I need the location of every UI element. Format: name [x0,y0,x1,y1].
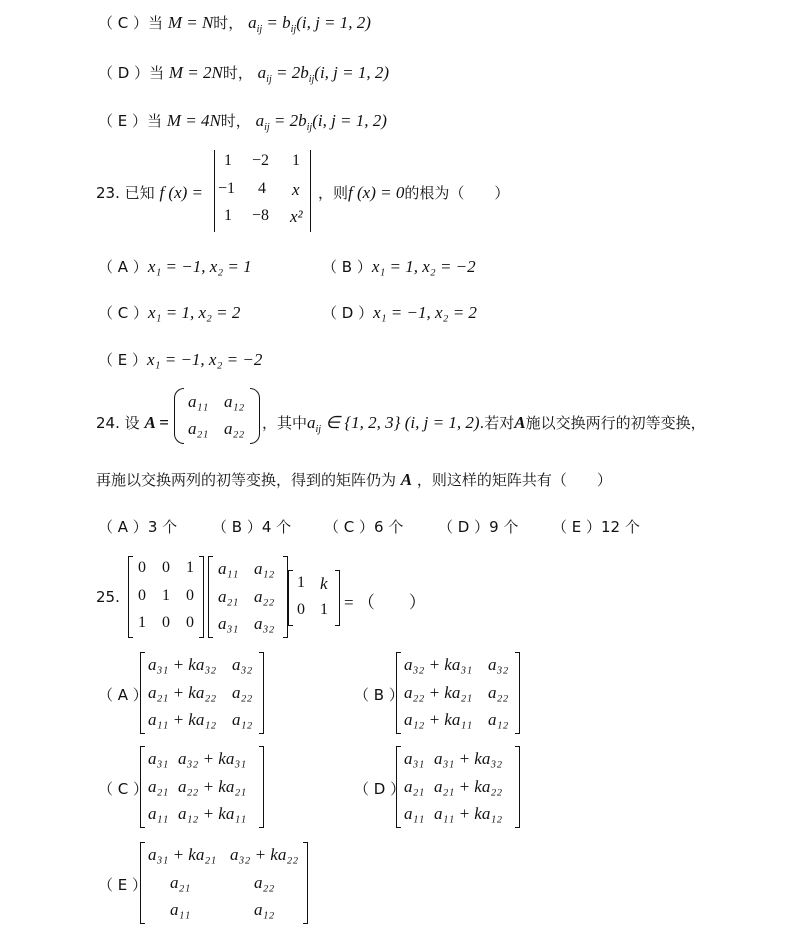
q25-matrix-1: 0 0 1 0 1 0 1 0 0 [128,556,204,638]
bracket-left [140,842,145,924]
paren-left [174,388,184,444]
q23-stem-start: 23. 已知 f (x) = [96,183,203,202]
q24-stem-start: 24. 设 A = [96,413,169,432]
q25-option-c-label: （ C ） [98,780,149,798]
det-left-bar [214,150,215,232]
q23-option-b: （ B ）x₁ = 1, x₂ = −2 [322,257,476,276]
q25-option-e-label: （ E ） [98,876,148,894]
bracket-left [140,652,145,734]
q24-option-a: （ A ）3 个 [98,518,178,536]
q23-determinant: 1 −2 1 −1 4 x 1 −8 x² [214,150,314,232]
q25-option-d-matrix: a₃₁ a₃₁ + ka₃₂ a₂₁ a₂₁ + ka₂₂ a₁₁ a₁₁ + ka₁₂ [396,746,520,828]
q23-option-d: （ D ）x₁ = −1, x₂ = 2 [322,303,477,322]
q22-option-e: （ E ）当 M = 4N时， $a_{ij} = 2b_{ij}(i$, j = 1, 2) [98,111,387,133]
q25-option-a-matrix: a₃₁ + ka₃₂ a₃₂ a₂₁ + ka₂₂ a₂₂ a₁₁ + ka₁₂ a₁₂ [140,652,264,734]
q22-option-d: （ D ）当 M = 2N时， $a_{ij} = 2b_{ij}(i$, j = 1, 2) [98,63,390,85]
q25-option-b-matrix: a₃₂ + ka₃₁ a₃₂ a₂₂ + ka₂₁ a₂₂ a₁₂ + ka₁₁ a₁₂ [396,652,520,734]
q24-stem-mid: ，其中$a_{ij}$ ∈ {1, 2, 3} (i, j = 1, 2).若对A施以交换两行的初等变换， [262,413,706,435]
q25-option-c-matrix: a₃₁ a₃₂ + ka₃₁ a₂₁ a₂₂ + ka₂₁ a₁₁ a₁₂ + ka₁₁ [140,746,264,828]
q25-equals-blank: = （ ） [344,593,426,612]
q24-matrix: a₁₁ a₁₂ a₂₁ a₂₂ [174,388,260,444]
q25-option-d-label: （ D ） [354,780,406,798]
q23-option-c: （ C ）x₁ = 1, x₂ = 2 [98,303,241,322]
q23-option-e: （ E ）x₁ = −1, x₂ = −2 [98,350,263,369]
bracket-right [515,652,520,734]
q25-option-b-label: （ B ） [354,686,404,704]
q25-number: 25. [96,588,120,606]
q24-option-d: （ D ）9 个 [438,518,519,536]
bracket-right [259,746,264,828]
q25-matrix-2: a₁₁ a₁₂ a₂₁ a₂₂ a₃₁ a₃₂ [208,556,288,638]
bracket-left [396,746,401,828]
q24-option-e: （ E ）12 个 [552,518,640,536]
bracket-right [199,556,204,638]
q23-stem-end: ，则f (x) = 0的根为（ ） [318,183,510,202]
bracket-left [140,746,145,828]
bracket-right [259,652,264,734]
bracket-left [396,652,401,734]
bracket-left [128,556,133,638]
bracket-right [303,842,308,924]
q25-option-e-matrix: a₃₁ + ka₂₁ a₃₂ + ka₂₂ a₂₁ a₂₂ a₁₁ a₁₂ [140,842,308,924]
q22-option-c: （ C ）当 M = N时， $a_{ij} = b_{ij}(i$, j = 1, 2) [98,13,371,35]
q24-stem-line2: 再施以交换两列的初等变换，得到的矩阵仍为 A ，则这样的矩阵共有（ ） [96,470,612,489]
q23-option-a: （ A ）x₁ = −1, x₂ = 1 [98,257,252,276]
bracket-right [335,570,340,626]
q25-option-a-label: （ A ） [98,686,148,704]
q24-option-b: （ B ）4 个 [212,518,292,536]
q24-option-c: （ C ）6 个 [324,518,404,536]
bracket-left [208,556,213,638]
bracket-left [288,570,293,626]
det-right-bar [310,150,311,232]
q25-matrix-3: 1 k 0 1 [288,570,340,626]
paren-right [250,388,260,444]
bracket-right [515,746,520,828]
